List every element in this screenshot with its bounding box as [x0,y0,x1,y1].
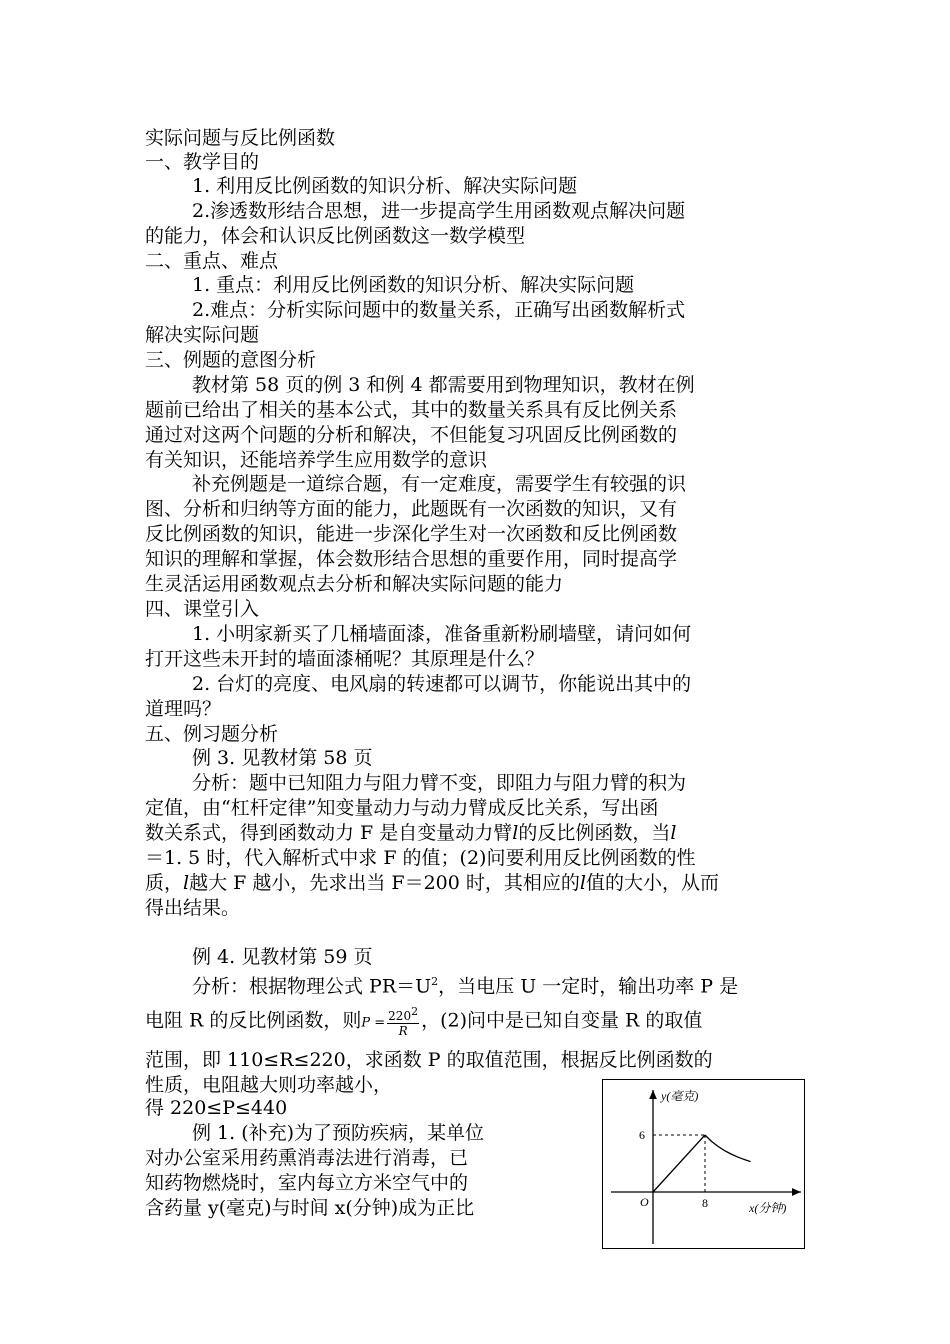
ex4-line-2-b: ，(2)问中是已知自变量 R 的取值 [421,1009,703,1032]
section-1-heading: 一、教学目的 [145,151,260,173]
s4-item-1a: 1. 小明家新买了几桶墙面漆，准备重新粉刷墙壁，请问如何 [192,623,692,645]
s2-item-1: 1. 重点：利用反比例函数的知识分析、解决实际问题 [192,274,635,296]
y-tick-label-0: 6 [639,1128,645,1142]
ex3-line-3 [145,821,676,845]
concentration-graph [602,1079,805,1249]
s3-p2-line-4: 知识的理解和掌握，体会数形结合思想的重要作用，同时提高学 [145,548,678,570]
doc-title: 实际问题与反比例函数 [145,127,336,149]
ex1-line-2: 对办公室采用药熏消毒法进行消毒，已 [145,1147,469,1169]
ex3-line-3-b: 的反比例函数，当 [518,822,671,844]
s3-p1-line-2: 题前已给出了相关的基本公式，其中的数量关系具有反比例关系 [145,399,678,421]
chart-svg [603,1080,806,1250]
ex4-line-5: 得 220≤P≤440 [145,1097,288,1119]
s1-item-2b: 的能力，体会和认识反比例函数这一数学模型 [145,225,526,247]
ex3-line-2: 定值，由“杠杆定律”知变量动力与动力臂成反比关系，写出函 [145,797,659,819]
origin-label: O [640,1195,649,1209]
section-2-heading: 二、重点、难点 [145,250,279,272]
ex4-title: 例 4. 见教材第 59 页 [192,946,373,968]
s4-item-1b: 打开这些未开封的墙面漆桶呢？其原理是什么？ [145,648,545,670]
fraction-denominator: R [398,1024,408,1038]
fraction-numerator [387,1005,419,1024]
numerator-value: 220 [388,1009,412,1023]
section-5-heading: 五、例习题分析 [145,723,279,745]
s1-item-1: 1. 利用反比例函数的知识分析、解决实际问题 [192,175,578,197]
s3-p2-line-5: 生灵活运用函数观点去分析和解决实际问题的能力 [145,573,564,595]
s3-p2-line-2: 图、分析和归纳等方面的能力，此题既有一次函数的知识，又有 [145,498,678,520]
section-3-heading: 三、例题的意图分析 [145,349,317,371]
ex3-line-5 [145,871,719,895]
ex4-line-2-a: 电阻 R 的反比例函数，则 [145,1009,362,1032]
ex1-line-4: 含药量 y(毫克)与时间 x(分钟)成为正比 [145,1197,475,1219]
s4-item-2a: 2. 台灯的亮度、电风扇的转速都可以调节，你能说出其中的 [192,673,692,695]
ex4-line-4: 性质，电阻越大则功率越小， [145,1074,393,1096]
formula-lhs: P = [361,1015,386,1031]
ex4-line-1-a: 分析：根据物理公式 PR＝U [192,975,432,998]
ex3-line-5-c: 值的大小，从而 [585,872,719,894]
ex3-line-3-a: 数关系式，得到函数动力 F 是自变量动力臂 [145,822,513,844]
s3-p1-line-4: 有关知识，还能培养学生应用数学的意识 [145,449,488,471]
ex4-line-2 [145,1005,702,1038]
series-line-0 [653,1135,705,1192]
ex3-line-6: 得出结果。 [145,897,241,919]
ex3-line-5-b: 越大 F 越小，先求出当 F＝200 时，其相应的 [189,872,580,894]
ex3-line-5-a: 质， [145,872,184,894]
var-l: l [579,872,586,894]
series-line-1 [705,1135,751,1162]
ex4-line-3: 范围，即 110≤R≤220，求函数 P 的取值范围，根据反比例函数的 [145,1049,713,1071]
ex3-line-1: 分析：题中已知阻力与阻力臂不变，即阻力与阻力臂的积为 [192,772,687,794]
s1-item-2a: 2.渗透数形结合思想，进一步提高学生用函数观点解决问题 [192,200,686,222]
ex3-title: 例 3. 见教材第 58 页 [192,747,373,769]
y-axis-label: y(毫克) [661,1089,699,1103]
ex1-line-1: 例 1. (补充)为了预防疾病，某单位 [192,1122,485,1144]
ex4-line-1 [192,970,738,998]
ex4-line-1-b: ，当电压 U 一定时，输出功率 P 是 [438,975,739,998]
var-l: l [183,872,190,894]
ex1-line-3: 知药物燃烧时，室内每立方米空气中的 [145,1172,469,1194]
s2-item-2a: 2.难点：分析实际问题中的数量关系，正确写出函数解析式 [192,299,686,321]
var-l: l [670,822,677,844]
numerator-exponent: 2 [411,1005,419,1018]
var-l: l [512,822,519,844]
s3-p2-line-1: 补充例题是一道综合题，有一定难度，需要学生有较强的识 [192,473,687,495]
section-4-heading: 四、课堂引入 [145,598,260,620]
s2-item-2b: 解决实际问题 [145,324,260,346]
x-tick-label-0: 8 [702,1196,708,1210]
s3-p1-line-1: 教材第 58 页的例 3 和例 4 都需要用到物理知识，教材在例 [192,374,695,396]
s3-p1-line-3: 通过对这两个问题的分析和解决，不但能复习巩固反比例函数的 [145,424,678,446]
s3-p2-line-3: 反比例函数的知识，能进一步深化学生对一次函数和反比例函数 [145,523,678,545]
s4-item-2b: 道理吗？ [145,698,222,720]
superscript-2: 2 [431,975,439,988]
formula-fraction [387,1005,419,1038]
ex3-line-4: ＝1. 5 时，代入解析式中求 F 的值；(2)问要利用反比例函数的性 [145,847,696,869]
x-axis-label: x(分钟) [749,1201,787,1215]
